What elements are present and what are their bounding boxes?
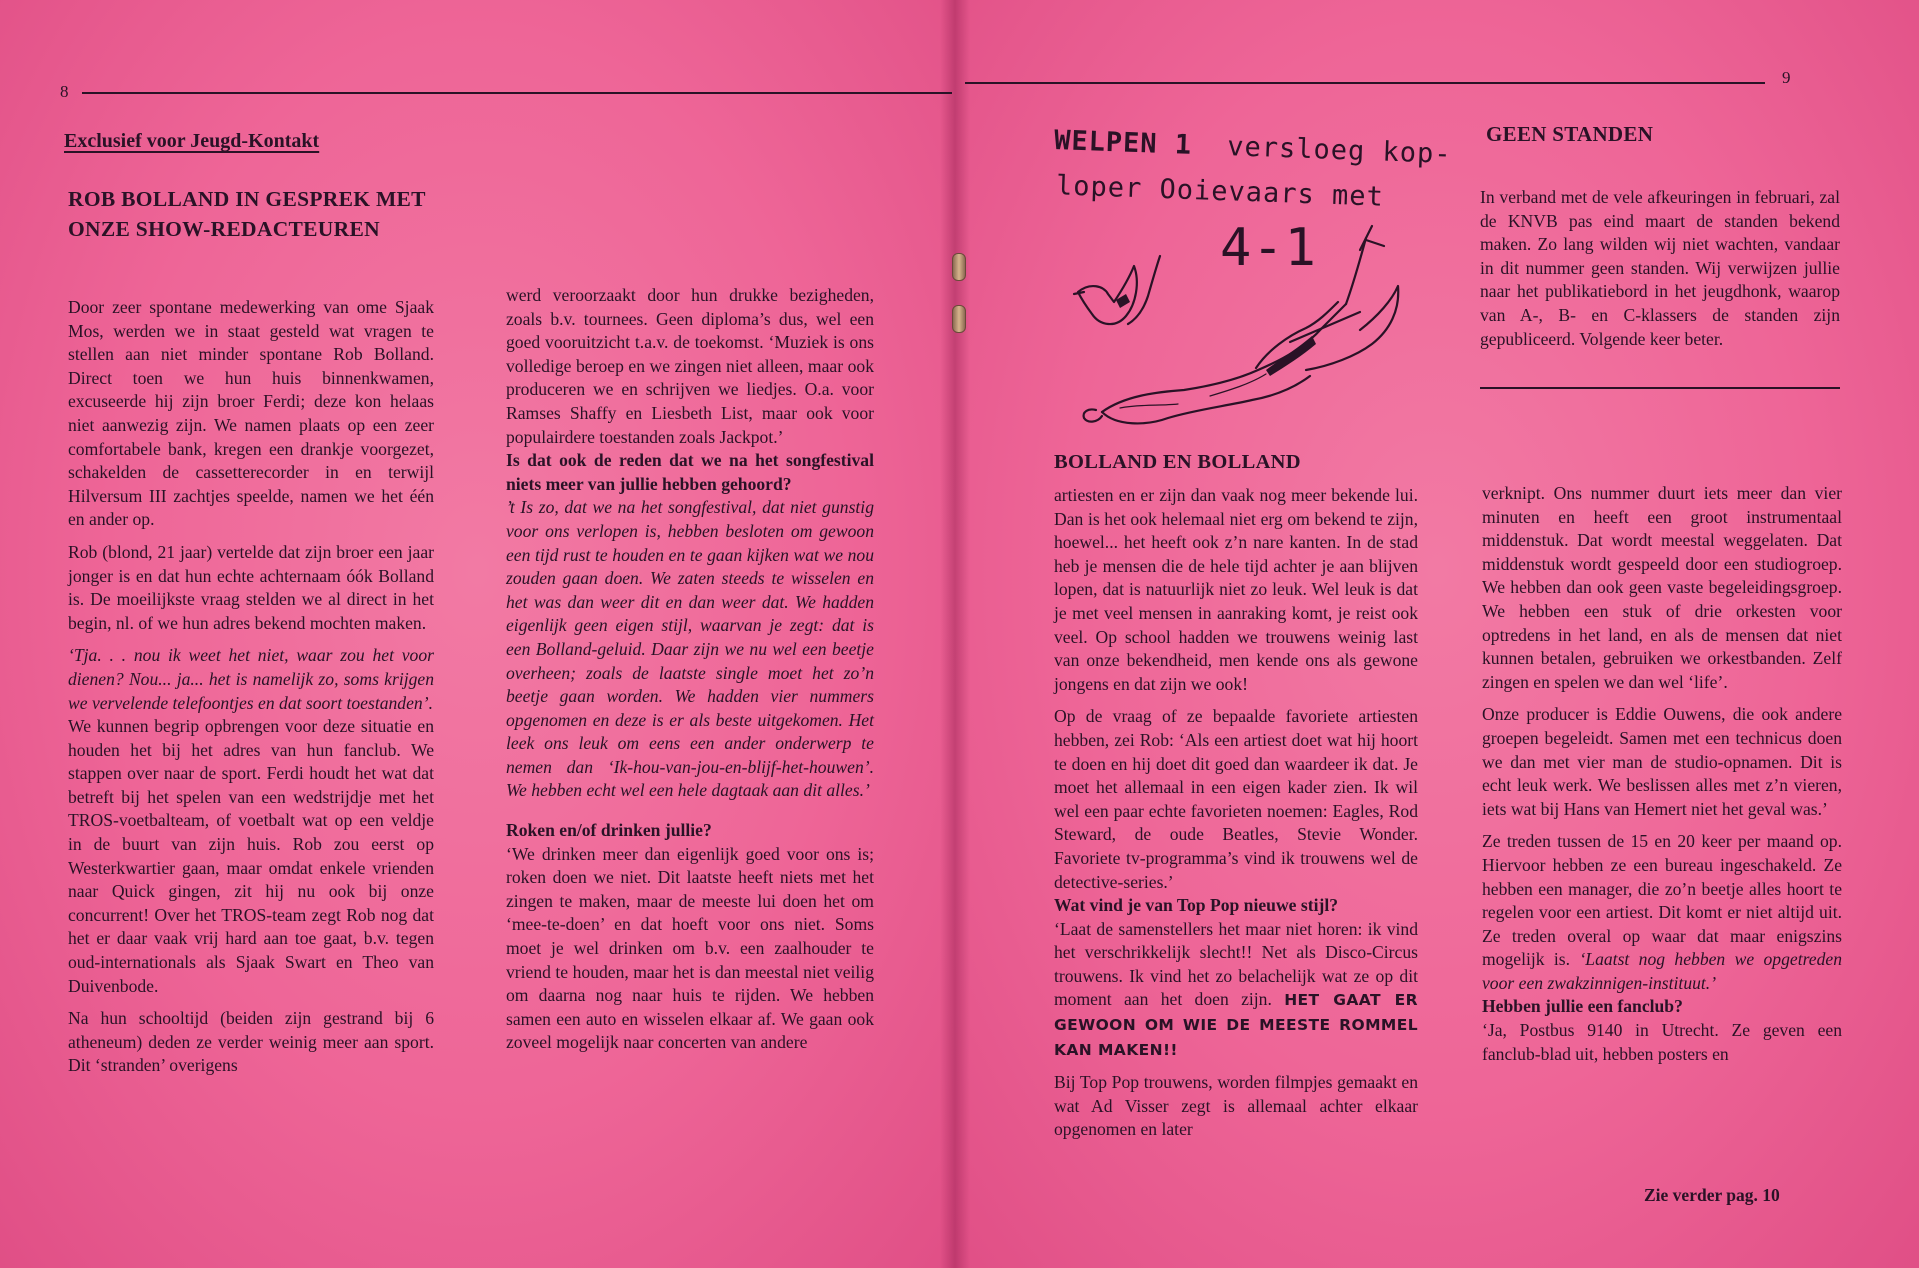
- spine-gutter: [940, 0, 970, 1268]
- staple-top: [952, 253, 966, 281]
- col1-paragraph-1: Door zeer spontane medewerking van ome Sjaak Mos, werden we in staat gesteld wat vragen te stellen aan niet minder spontane Rob Bolland. Direct toen we hun huis binnenkwamen, excuseerde hij zijn broer Ferdi; deze kon helaas niet aanwezig zijn. We namen plaats op een zeer comfortabele bank, kregen een drankje voorgezet, schakelden de cassetterecorder in en terwijl Hilversum III zachtjes speelde, namen we het één en ander op.: [68, 297, 434, 530]
- col4-answer-1: ‘Ja, Postbus 9140 in Utrecht. Ze geven een fanclub-blad uit, hebben posters en: [1482, 1020, 1842, 1064]
- article-title-line2: ONZE SHOW-REDACTEUREN: [68, 217, 380, 241]
- col4-paragraph-3-italic: ‘Laatst nog hebben we opgetreden voor een zwakzinnigen-instituut.’: [1482, 949, 1842, 993]
- column-2: [506, 284, 874, 1055]
- col4-paragraph-3-text: Ze treden tussen de 15 en 20 keer per maand op. Hiervoor hebben ze een bureau ingeschakeld. Ze hebben een manager, die zo’n beetje alles hoort te regelen voor een artiest. Dit komt er niet altijd uit. Ze treden overal op waar dat maar enigszins mogelijk is.: [1482, 831, 1842, 970]
- stork-drawing-illustration: [1060, 220, 1430, 440]
- col3-answer-1-text: ‘Laat de samenstellers het maar niet horen: ik vind het verschrikkelijk slecht!! Net als Disco-Circus trouwens. Ik vind het zo belachelijk wat ze op dit moment aan het doen zijn.: [1054, 918, 1418, 1010]
- col3-answer-1-bold: HET GAAT ER GEWOON OM WIE DE MEESTE ROMMEL KAN MAKEN!!: [1054, 991, 1418, 1059]
- header-rule-right: [965, 82, 1765, 84]
- article-title: [68, 184, 426, 244]
- col3-paragraph-2: Op de vraag of ze bepaalde favoriete artiesten hebben, zei Rob: ‘Als een artiest doet wat hij hoort te doen en hij doet dit goed dan waardeer ik dat. Je moet het allemaal in een eigen kader zien. Ik wil wel een paar echte favorieten noemen: Eagles, Rod Steward, de oude Beatles, Stevie Wonder. Favoriete tv-programma’s vind ik trouwens wel de detective-series.’: [1054, 706, 1418, 892]
- handwritten-team: WELPEN 1: [1053, 125, 1193, 161]
- geen-standen-divider: [1480, 387, 1840, 389]
- continued-on-page-note: Zie verder pag. 10: [1644, 1185, 1780, 1205]
- col3-paragraph-1: artiesten en er zijn dan vaak nog meer bekende lui. Dan is het ook helemaal niet erg om bekend te zijn, hoewel... het heeft ook z’n nare kanten. In de stad heb je mensen die de hele tijd achter je aan blijven lopen, dat is natuurlijk niet zo leuk. Wel leuk is dat je met veel mensen in aanraking komt, je reist ook veel. Op school hadden we trouwens weinig last van onze bekendheid, men kende ons als gewone jongens en dat zijn we ook!: [1054, 485, 1418, 694]
- col3-paragraph-3: Bij Top Pop trouwens, worden filmpjes gemaakt en wat Ad Visser zegt is allemaal achter elkaar opgenomen en later: [1054, 1072, 1418, 1140]
- column-3: [1054, 484, 1418, 1142]
- col3-question-1: Wat vind je van Top Pop nieuwe stijl?: [1054, 895, 1338, 916]
- col3-answer-1: [1054, 918, 1418, 1063]
- staple-bottom: [952, 305, 966, 333]
- col4-paragraph-2: Onze producer is Eddie Ouwens, die ook andere groepen begeleidt. Samen met een technicus doen we dan met vier man de studio-opnamen. Dit is echt leuk werk. We beslissen alles met z’n vieren, iets wat bij Hans van Hemert niet het geval was.’: [1482, 704, 1842, 819]
- handwritten-line-2: loper Ooievaars met: [1055, 170, 1385, 213]
- col1-paragraph-2: Rob (blond, 21 jaar) vertelde dat zijn broer een jaar jonger is en dat hun echte achternaam óók Bolland is. De moeilijkste vraag stelden we al direct in het begin, nl. of we hun adres bekend mochten maken.: [68, 541, 434, 633]
- kicker-heading: Exclusief voor Jeugd-Kontakt: [64, 130, 320, 152]
- col2-question-1: Is dat ook de reden dat we na het songfestival niets meer van jullie hebben gehoord?: [506, 450, 874, 494]
- page-number-right: 9: [1782, 68, 1791, 87]
- header-rule-left: [82, 92, 952, 94]
- handwritten-versloeg: versloeg kop-: [1226, 131, 1453, 170]
- col2-question-2: Roken en/of drinken jullie?: [506, 820, 712, 841]
- geen-standen-text: In verband met de vele afkeuringen in februari, zal de KNVB pas eind maart de standen bekend maken. Zo lang wilden wij niet wachten, vandaar in dit nummer geen standen. Wij verwijzen jullie naar het publikatiebord in het jeugdhonk, waarop van A-, B- en C-klassers de standen zijn gepubliceerd. Volgende keer beter.: [1480, 187, 1840, 349]
- col2-answer-2: ‘We drinken meer dan eigenlijk goed voor ons is; roken doen we niet. Dit laatste heeft niets met het zingen te maken, maar de meeste lui doen het om ‘mee-te-doen’ en dat hoeft voor ons niet. Soms moet je wel drinken om b.v. een zaalhouder te vriend te houden, maar het is dan meestal niet veilig om daarna nog naar huis te rijden. We hebben samen een auto en wisselen elkaar af. We gaan ook zoveel mogelijk naar concerten van andere: [506, 843, 874, 1053]
- col1-paragraph-3: We kunnen begrip opbrengen voor deze situatie en houden het bij het adres van hun fanclub. We stappen over naar de sport. Ferdi houdt het wat dat betreft bij het spelen van een wedstrijdje met het TROS-voetbalteam, of voetbalt wat op een veldje in de buurt van zijn huis. Rob zou eerst op Westerkwartier gaan, maar omdat enkele vrienden naar Quick gingen, zit hij nu ook bij onze concurrent! Over het TROS-team zegt Rob nog dat het er daar vaak vrij hard aan toe gaat, b.v. tegen oud-internationals als Sjaak Swart en Theo van Duivenbode.: [68, 716, 434, 996]
- col1-quote: ‘Tja. . . nou ik weet het niet, waar zou het voor dienen? Nou... ja... het is namelijk zo, soms krijgen we vervelende telefoontjes en dat soort toestanden’.: [68, 645, 434, 713]
- section-title-bolland: BOLLAND EN BOLLAND: [1054, 451, 1301, 473]
- col4-paragraph-1: verknipt. Ons nummer duurt iets meer dan vier minuten en heeft een groot instrumentaal middenstuk. Dat wordt meestal weggelaten. Dat middenstuk wordt gespeeld door een studiogroep. We hebben dan ook geen vaste begeleidingsgroep. We hebben een stuk of drie orkesten voor optredens in het land, en als de mensen dat niet kunnen betalen, gebruiken we orkestbanden. Zelf zingen en spelen we dan wel ‘life’.: [1482, 483, 1842, 692]
- article-title-line1: ROB BOLLAND IN GESPREK MET: [68, 187, 426, 211]
- column-4: [1482, 482, 1842, 1066]
- page-number-left: 8: [60, 82, 69, 101]
- col4-question-1: Hebben jullie een fanclub?: [1482, 996, 1683, 1017]
- col2-answer-1: ’t Is zo, dat we na het songfestival, dat niet gunstig voor ons verlopen is, hebben besloten om gewoon een tijd rust te houden en te gaan kijken wat we nou zouden gaan doen. We zaten steeds te wisselen en het was dan weer dit en dan weer dat. We hadden eigenlijk geen eigen stijl, waarvan je zegt: dat is een Bolland-geluid. Daar zijn we nu wel een beetje overheen; zoals de laatste single moet het zo’n beetje gaan worden. We hadden vier nummers opgenomen en deze is er als beste uitgekomen. Het leek ons leuk om eens een ander onderwerp te nemen dan ‘Ik-hou-van-jou-en-blijf-het-houwen’. We hebben echt wel een hele dagtaak aan dit alles.’: [506, 497, 874, 801]
- col1-paragraph-4: Na hun schooltijd (beiden zijn gestrand bij 6 atheneum) deden ze verder weinig meer aan sport. Dit ‘stranden’ overigens: [68, 1008, 434, 1076]
- col4-paragraph-3: [1482, 830, 1842, 995]
- col2-paragraph-1: werd veroorzaakt door hun drukke bezigheden, zoals b.v. tournees. Geen diploma’s dus, wel een goed vooruitzicht t.a.v. de toekomst. ‘Muziek is ons volledige beroep en we zingen niet alleen, maar ook produceren we en schrijven we liedjes. O.a. voor Ramses Shaffy en Liesbeth List, maar ook voor populairdere toestanden zoals Jackpot.’: [506, 285, 874, 447]
- geen-standen-title: GEEN STANDEN: [1486, 122, 1654, 146]
- column-1: [68, 296, 434, 1078]
- handwritten-score: 4-1: [1220, 218, 1317, 278]
